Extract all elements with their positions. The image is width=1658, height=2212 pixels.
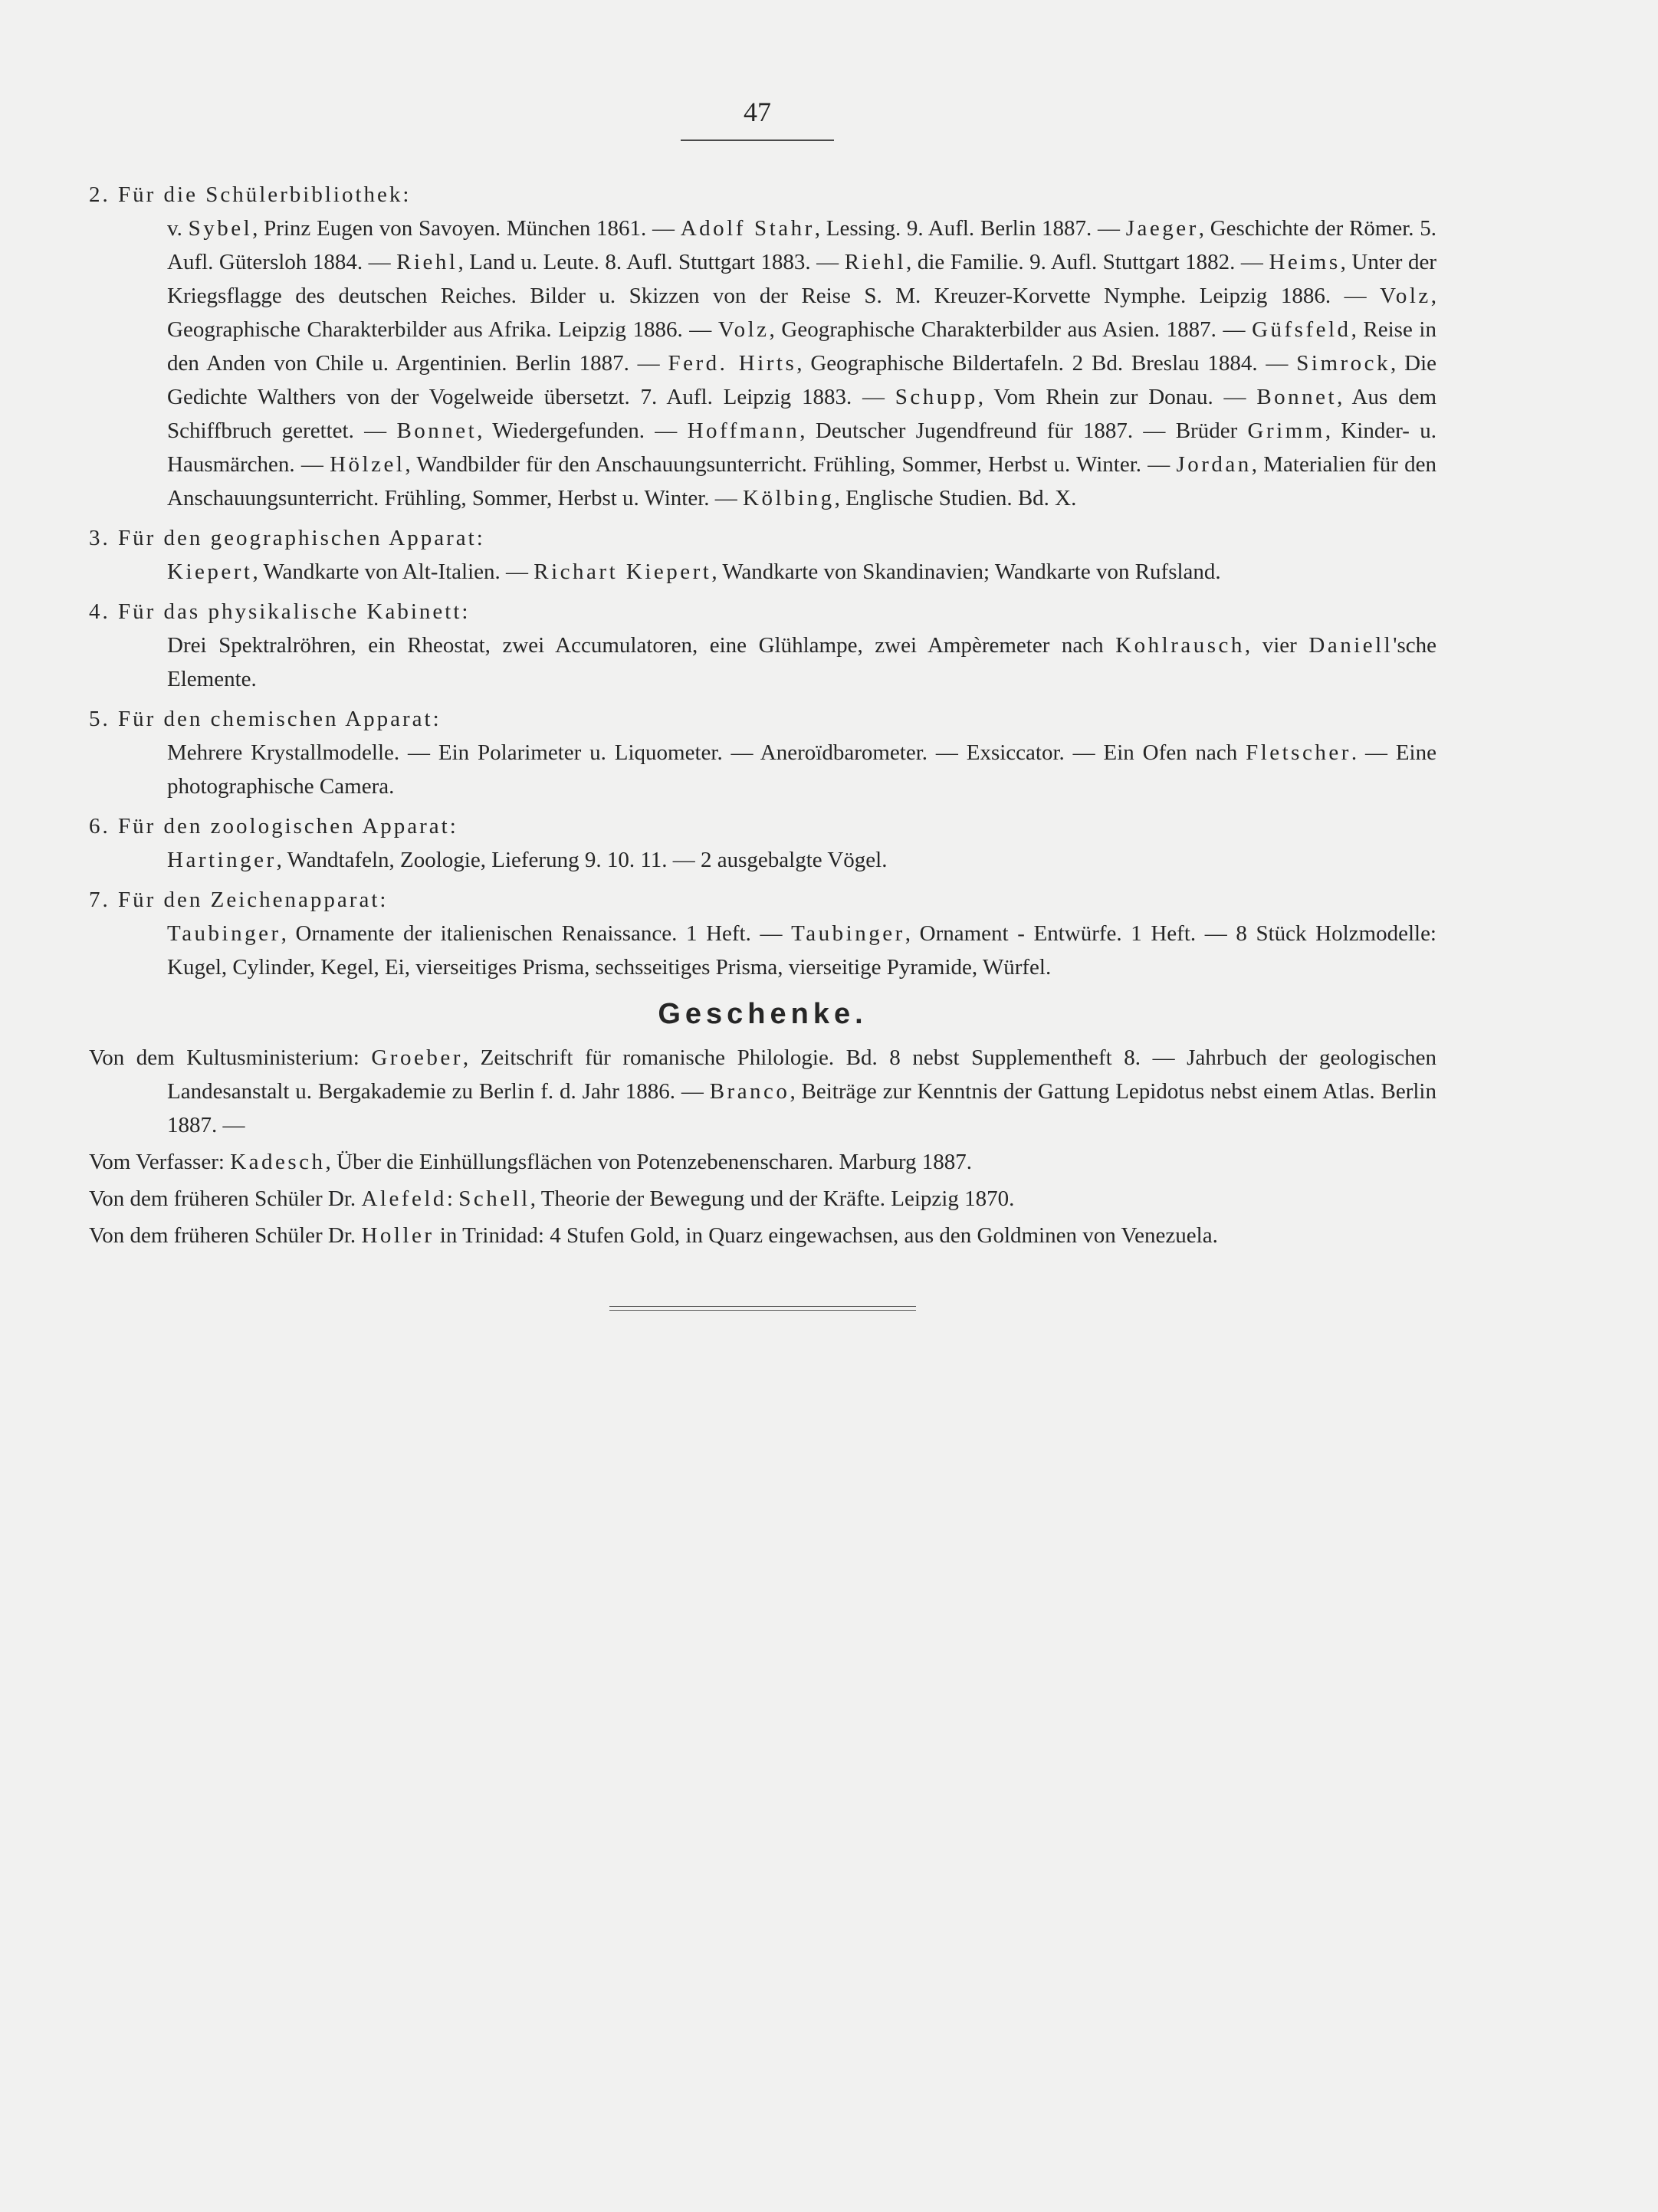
section [89, 883, 1436, 984]
section-heading [89, 521, 1436, 555]
section-number: 2. [89, 182, 110, 207]
author-name: Ferd. Hirts [668, 351, 797, 376]
author-name: Bonnet [1256, 385, 1338, 409]
section-title: Für das physikalische Kabinett: [118, 599, 471, 624]
author-name: Taubinger [791, 921, 905, 946]
gift-entry [89, 1145, 1436, 1179]
entry-text: , Englische Studien. Bd. X. [834, 486, 1077, 510]
author-name: Volz [717, 317, 770, 342]
closing-rule [609, 1306, 916, 1311]
entry-text: , Wandbilder für den Anschauungsunterricht. Frühling, Sommer, Herbst u. Winter. — [405, 452, 1177, 477]
entry-text: 'sche Elemente. [167, 633, 1436, 691]
author-name: Alefeld [361, 1186, 447, 1211]
section-number: 6. [89, 814, 110, 839]
section-title: Für den Zeichenapparat: [118, 888, 389, 912]
author-name: Richart Kiepert [534, 560, 712, 584]
author-name: Hoffmann [687, 418, 800, 443]
gift-entry [89, 1219, 1436, 1252]
section-number: 4. [89, 599, 110, 624]
section-body [167, 843, 1436, 877]
entry-text: , Aus dem Schiffbruch gerettet. — [167, 385, 1436, 443]
section-heading [89, 595, 1436, 628]
entry-text: , vier [1244, 633, 1309, 658]
entry-text: , Wandkarte von Alt-Italien. — [252, 560, 534, 584]
author-name: Schupp [895, 385, 978, 409]
section-number: 3. [89, 526, 110, 550]
entry-text: , Lessing. 9. Aufl. Berlin 1887. — [814, 216, 1126, 241]
entry-text: , Theorie der Bewegung und der Kräfte. Leipzig 1870. [530, 1186, 1015, 1211]
entry-text: , Kinder- u. Hausmärchen. — [167, 418, 1436, 477]
author-name: Simrock [1296, 351, 1391, 376]
entry-text: , Wandkarte von Skandinavien; Wandkarte von Rufsland. [711, 560, 1221, 584]
entry-text: : [446, 1186, 459, 1211]
entry-text: , Über die Einhüllungsflächen von Potenzebenenscharen. Marburg 1887. [325, 1150, 972, 1174]
section-title: Für den geographischen Apparat: [118, 526, 485, 550]
entry-text: , Vom Rhein zur Donau. — [977, 385, 1257, 409]
author-name: Fletscher [1246, 740, 1351, 765]
entry-text: , Geschichte der Römer. 5. Aufl. Gütersloh 1884. — [167, 216, 1437, 274]
page-content [89, 178, 1436, 1314]
author-name: Kohlrausch [1115, 633, 1245, 658]
entry-text: Vom Verfasser: [89, 1150, 231, 1174]
author-name: Hölzel [330, 452, 405, 477]
entry-text: v. [167, 216, 189, 241]
author-name: Groeber [371, 1045, 463, 1070]
entry-text: , Land u. Leute. 8. Aufl. Stuttgart 1883. — [458, 250, 845, 274]
section [89, 595, 1436, 696]
author-name: Bonnet [396, 418, 478, 443]
author-name: Riehl [844, 250, 907, 274]
entry-text: , Wandtafeln, Zoologie, Lieferung 9. 10. 11. — 2 ausgebalgte Vögel. [276, 848, 888, 872]
section-body [167, 628, 1436, 696]
author-name: Daniell [1308, 633, 1394, 658]
author-name: Adolf Stahr [680, 216, 815, 241]
author-name: Holler [361, 1223, 435, 1248]
author-name: Schell [458, 1186, 530, 1211]
author-name: Taubinger [167, 921, 281, 946]
entry-text: Mehrere Krystallmodelle. — Ein Polarimeter u. Liquometer. — Aneroïdbarometer. — Exsiccator. — Ein Ofen nach [167, 740, 1246, 765]
page-number-rule [681, 139, 834, 141]
section-number: 5. [89, 707, 110, 731]
entry-text: in Trinidad: 4 Stufen Gold, in Quarz eingewachsen, aus den Goldminen von Venezuela. [434, 1223, 1218, 1248]
section-title: Für den zoologischen Apparat: [118, 814, 458, 839]
entry-text: , Wiedergefunden. — [477, 418, 688, 443]
section [89, 809, 1436, 877]
section-body [167, 212, 1436, 515]
entry-text: , Geographische Charakterbilder aus Asien. 1887. — [769, 317, 1253, 342]
entry-text: Von dem früheren Schüler Dr. [89, 1186, 362, 1211]
section-body [167, 736, 1436, 803]
entry-text: , Materialien für den Anschauungsunterricht. Frühling, Sommer, Herbst u. Winter. — [167, 452, 1436, 510]
entry-text: , die Familie. 9. Aufl. Stuttgart 1882. — [906, 250, 1269, 274]
section [89, 702, 1436, 803]
section [89, 521, 1436, 589]
section-title: Für die Schülerbibliothek: [118, 182, 412, 207]
entry-text: Von dem früheren Schüler Dr. [89, 1223, 362, 1248]
entry-text: , Geographische Charakterbilder aus Afrika. Leipzig 1886. — [167, 284, 1436, 342]
section-body [167, 555, 1436, 589]
author-name: Grimm [1247, 418, 1325, 443]
section-heading [89, 883, 1436, 917]
gifts-heading: Geschenke. [658, 998, 868, 1030]
gifts-list [89, 1041, 1436, 1252]
page-number: 47 [744, 97, 771, 127]
entry-text: . — Eine photographische Camera. [167, 740, 1436, 799]
gift-entry [89, 1182, 1436, 1216]
section-heading [89, 809, 1436, 843]
entry-text: , Beiträge zur Kenntnis der Gattung Lepidotus nebst einem Atlas. Berlin 1887. — [167, 1079, 1436, 1137]
author-name: Kölbing [743, 486, 835, 510]
entry-text: , Die Gedichte Walthers von der Vogelweide übersetzt. 7. Aufl. Leipzig 1883. — [167, 351, 1436, 409]
section [89, 178, 1436, 515]
entry-text: , Deutscher Jugendfreund für 1887. — Brüder [799, 418, 1248, 443]
gift-entry [89, 1041, 1436, 1142]
entry-text: Drei Spektralröhren, ein Rheostat, zwei Accumulatoren, eine Glühlampe, zwei Ampèremeter nach [167, 633, 1116, 658]
author-name: Güfsfeld [1252, 317, 1351, 342]
author-name: Riehl [396, 250, 458, 274]
author-name: Kiepert [167, 560, 253, 584]
entry-text: , Ornamente der italienischen Renaissance. 1 Heft. — [281, 921, 792, 946]
author-name: Branco [709, 1079, 790, 1104]
section-heading [89, 702, 1436, 736]
entry-text: , Unter der Kriegsflagge des deutschen Reiches. Bilder u. Skizzen von der Reise S. M. Kreuzer-Korvette Nymphe. Leipzig 1886. — [167, 250, 1437, 308]
author-name: Volz [1380, 284, 1431, 308]
entry-text: , Geographische Bildertafeln. 2 Bd. Breslau 1884. — [796, 351, 1297, 376]
section-heading [89, 178, 1436, 212]
author-name: Heims [1269, 250, 1341, 274]
author-name: Sybel [188, 216, 253, 241]
entry-text: Von dem Kultusministerium: [89, 1045, 372, 1070]
entry-text: , Reise in den Anden von Chile u. Argentinien. Berlin 1887. — [167, 317, 1436, 376]
author-name: Hartinger [167, 848, 277, 872]
acquisitions-list [89, 178, 1436, 984]
section-title: Für den chemischen Apparat: [118, 707, 442, 731]
section-number: 7. [89, 888, 110, 912]
author-name: Jordan [1176, 452, 1252, 477]
entry-text: , Prinz Eugen von Savoyen. München 1861. — [252, 216, 681, 241]
author-name: Jaeger [1125, 216, 1199, 241]
author-name: Kadesch [230, 1150, 326, 1174]
entry-text: , Zeitschrift für romanische Philologie. Bd. 8 nebst Supplementheft 8. — Jahrbuch der geologischen Landesanstalt u. Bergakademie zu Berlin f. d. Jahr 1886. — [167, 1045, 1436, 1104]
entry-text: , Ornament - Entwürfe. 1 Heft. — 8 Stück Holzmodelle: Kugel, Cylinder, Kegel, Ei, vierseitiges Prisma, sechsseitiges Prisma, vierseitige Pyramide, Würfel. [167, 921, 1436, 980]
section-body [167, 917, 1436, 984]
